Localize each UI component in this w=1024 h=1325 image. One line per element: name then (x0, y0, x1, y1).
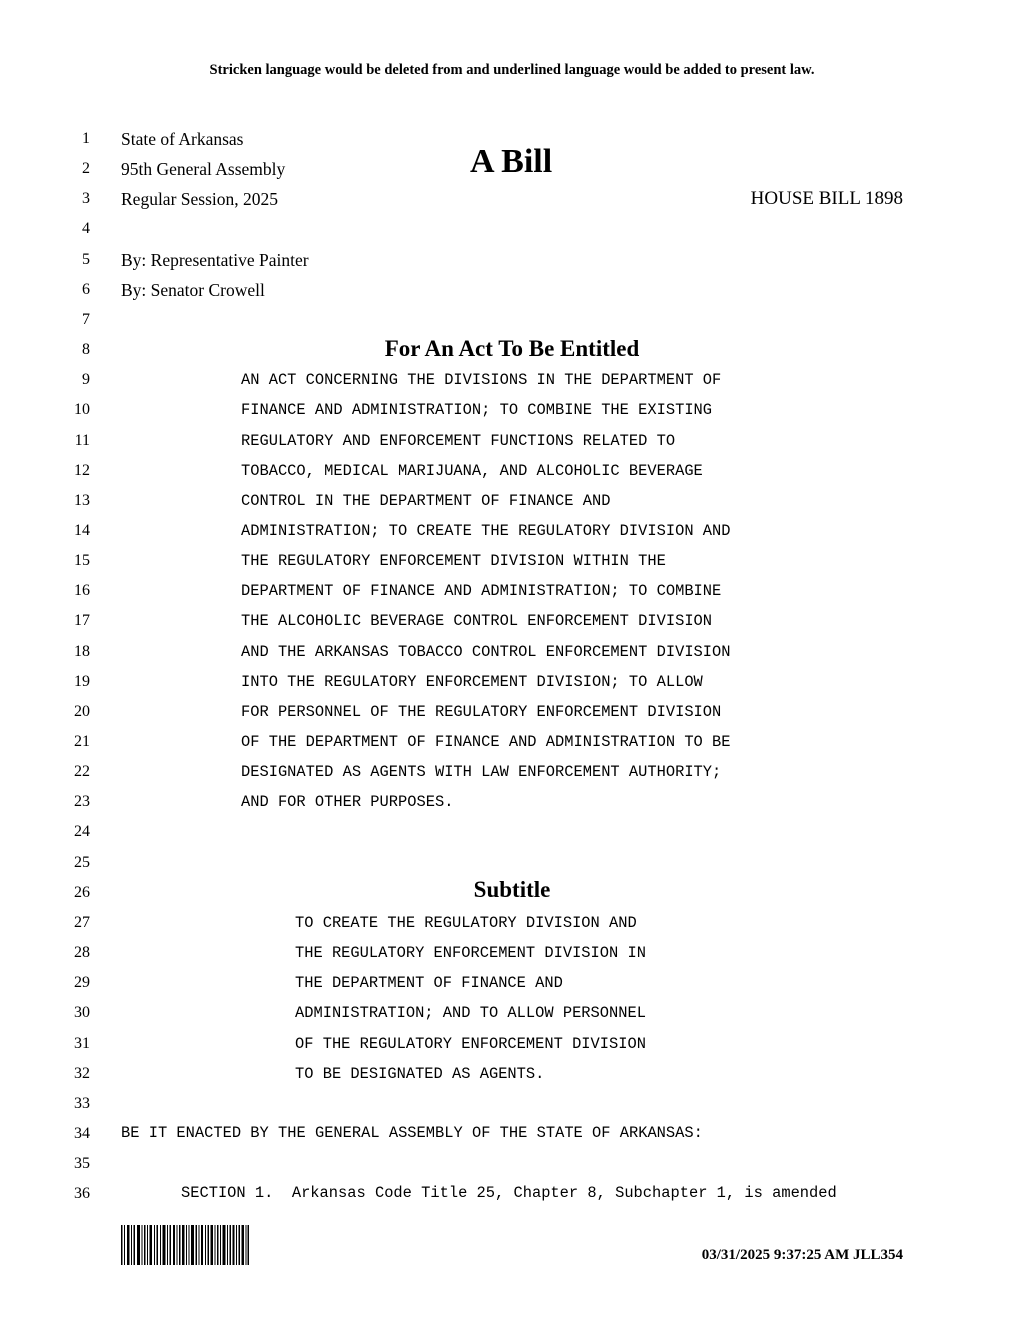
title-line: THE REGULATORY ENFORCEMENT DIVISION WITHIN THE (241, 552, 666, 571)
line-number: 33 (74, 1094, 90, 1112)
title-line: OF THE DEPARTMENT OF FINANCE AND ADMINISTRATION TO BE (241, 733, 731, 751)
line-number: 10 (74, 401, 90, 419)
line-number: 18 (74, 642, 90, 660)
line-number: 25 (74, 853, 90, 871)
line-number: 31 (74, 1034, 90, 1052)
subtitle-line: ADMINISTRATION; AND TO ALLOW PERSONNEL (295, 1004, 646, 1023)
title-line: DEPARTMENT OF FINANCE AND ADMINISTRATION; TO COMBINE (241, 582, 722, 601)
state-name: State of Arkansas (121, 129, 244, 149)
title-line: CONTROL IN THE DEPARTMENT OF FINANCE AND (241, 491, 611, 510)
line-number: 23 (74, 793, 90, 811)
line-number: 26 (74, 883, 90, 901)
sponsor-senator: By: Senator Crowell (121, 280, 265, 300)
subtitle-heading: Subtitle (473, 877, 551, 902)
title-line: AND THE ARKANSAS TOBACCO CONTROL ENFORCEMENT DIVISION (241, 642, 731, 661)
line-number: 20 (74, 702, 90, 720)
line-number: 2 (82, 160, 90, 178)
amendment-notice: Stricken language would be deleted from and underlined language would be added to present law. (209, 62, 815, 78)
line-number: 5 (82, 250, 90, 268)
subtitle-line: THE DEPARTMENT OF FINANCE AND (295, 974, 563, 993)
enacting-clause: BE IT ENACTED BY THE GENERAL ASSEMBLY OF THE STATE OF ARKANSAS: (121, 1124, 703, 1142)
sponsor-representative: By: Representative Painter (121, 250, 309, 270)
title-line: THE ALCOHOLIC BEVERAGE CONTROL ENFORCEMENT DIVISION (241, 612, 713, 631)
line-number: 3 (82, 190, 90, 208)
line-number: 21 (74, 733, 90, 750)
line-number: 13 (74, 491, 90, 509)
line-number: 30 (74, 1004, 90, 1022)
line-number: 4 (82, 220, 90, 238)
line-number: 9 (82, 371, 90, 389)
section-1-text: SECTION 1. Arkansas Code Title 25, Chapter 8, Subchapter 1, is amended (181, 1184, 837, 1202)
title-heading: For An Act To Be Entitled (384, 336, 640, 361)
document-type-title: A Bill (470, 143, 553, 180)
line-number: 8 (82, 341, 90, 359)
line-number: 35 (74, 1155, 90, 1173)
subtitle-line: THE REGULATORY ENFORCEMENT DIVISION IN (295, 944, 646, 963)
subtitle-line: TO CREATE THE REGULATORY DIVISION AND (295, 913, 637, 932)
title-line: AN ACT CONCERNING THE DIVISIONS IN THE DEPARTMENT OF (241, 371, 722, 390)
line-number: 6 (82, 280, 90, 298)
subtitle-line: TO BE DESIGNATED AS AGENTS. (295, 1064, 545, 1083)
line-number: 28 (74, 944, 90, 962)
line-number: 19 (74, 672, 90, 690)
subtitle-line: OF THE REGULATORY ENFORCEMENT DIVISION (295, 1034, 646, 1053)
line-number: 12 (74, 461, 90, 479)
line-number: 15 (74, 552, 90, 570)
line-number: 17 (74, 612, 90, 630)
line-number: 1 (82, 130, 90, 147)
title-line: FOR PERSONNEL OF THE REGULATORY ENFORCEMENT DIVISION (241, 702, 722, 721)
session-name: Regular Session, 2025 (121, 189, 279, 209)
line-number: 7 (82, 310, 90, 328)
title-line: FINANCE AND ADMINISTRATION; TO COMBINE THE EXISTING (241, 401, 713, 420)
line-number: 27 (74, 913, 90, 931)
title-line: ADMINISTRATION; TO CREATE THE REGULATORY DIVISION AND (241, 521, 731, 540)
line-number: 16 (74, 582, 90, 600)
line-number: 11 (74, 431, 90, 449)
title-line: INTO THE REGULATORY ENFORCEMENT DIVISION; TO ALLOW (241, 672, 703, 691)
line-number: 36 (74, 1185, 90, 1203)
line-number: 32 (74, 1064, 90, 1082)
line-number: 22 (74, 763, 90, 781)
barcode (121, 1225, 249, 1265)
title-line: AND FOR OTHER PURPOSES. (241, 793, 454, 812)
timestamp-stamp: 03/31/2025 9:37:25 AM JLL354 (701, 1247, 903, 1263)
line-number: 14 (74, 521, 90, 539)
title-line: REGULATORY AND ENFORCEMENT FUNCTIONS RELATED TO (241, 431, 676, 450)
general-assembly: 95th General Assembly (121, 159, 286, 179)
title-line: DESIGNATED AS AGENTS WITH LAW ENFORCEMENT AUTHORITY; (241, 763, 722, 782)
title-line: TOBACCO, MEDICAL MARIJUANA, AND ALCOHOLIC BEVERAGE (241, 461, 703, 480)
line-number: 24 (74, 823, 90, 841)
bill-number: HOUSE BILL 1898 (750, 188, 903, 209)
line-number: 29 (74, 974, 90, 992)
line-number: 34 (74, 1124, 90, 1142)
